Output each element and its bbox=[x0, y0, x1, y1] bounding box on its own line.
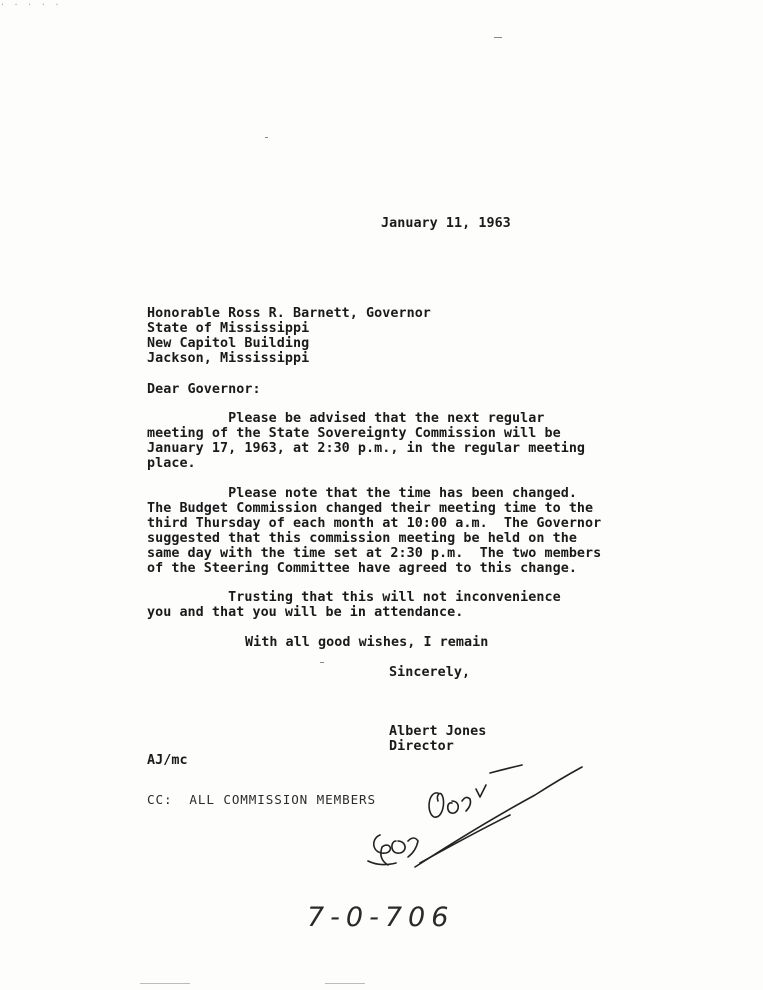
paragraph-line: third Thursday of each month at 10:00 a.m. The Governor bbox=[147, 516, 602, 531]
letter-date: January 11, 1963 bbox=[381, 216, 511, 231]
cc-line: CC: ALL COMMISSION MEMBERS bbox=[147, 792, 377, 807]
scan-speck bbox=[320, 662, 324, 663]
address-line: State of Mississippi bbox=[147, 321, 310, 336]
paragraph-line: Please be advised that the next regular bbox=[147, 411, 545, 426]
paragraph-line: you and that you will be in attendance. bbox=[147, 605, 464, 620]
closing-wish: With all good wishes, I remain bbox=[245, 635, 489, 650]
typist-initials: AJ/mc bbox=[147, 753, 188, 768]
complimentary-close: Sincerely, bbox=[389, 665, 471, 680]
file-number: 7-0-706 bbox=[307, 902, 455, 933]
paragraph-line: The Budget Commission changed their meeting time to the bbox=[147, 501, 594, 516]
paragraph-line: of the Steering Committee have agreed to this change. bbox=[147, 561, 577, 576]
paragraph-line: meeting of the State Sovereignty Commission will be bbox=[147, 426, 561, 441]
paragraph-line: place. bbox=[147, 456, 196, 471]
handwritten-marks bbox=[360, 755, 600, 885]
paragraph-line: suggested that this commission meeting be held on the bbox=[147, 531, 577, 546]
paragraph-line: Please note that the time has been changed. bbox=[147, 486, 577, 501]
address-line: Honorable Ross R. Barnett, Governor bbox=[147, 306, 431, 321]
paragraph-line: January 17, 1963, at 2:30 p.m., in the regular meeting bbox=[147, 441, 586, 456]
address-line: Jackson, Mississippi bbox=[147, 351, 310, 366]
salutation: Dear Governor: bbox=[147, 382, 261, 397]
address-line: New Capitol Building bbox=[147, 336, 310, 351]
scan-speck bbox=[494, 37, 502, 38]
scan-edge-marks: · · · · · bbox=[0, 0, 62, 9]
paragraph-line: same day with the time set at 2:30 p.m. The two members bbox=[147, 546, 602, 561]
signer-title: Director bbox=[389, 739, 454, 754]
scan-speck bbox=[325, 983, 365, 984]
scan-speck bbox=[140, 983, 190, 984]
scan-speck bbox=[265, 137, 268, 138]
signer-name: Albert Jones bbox=[389, 724, 487, 739]
paragraph-line: Trusting that this will not inconvenience bbox=[147, 590, 561, 605]
